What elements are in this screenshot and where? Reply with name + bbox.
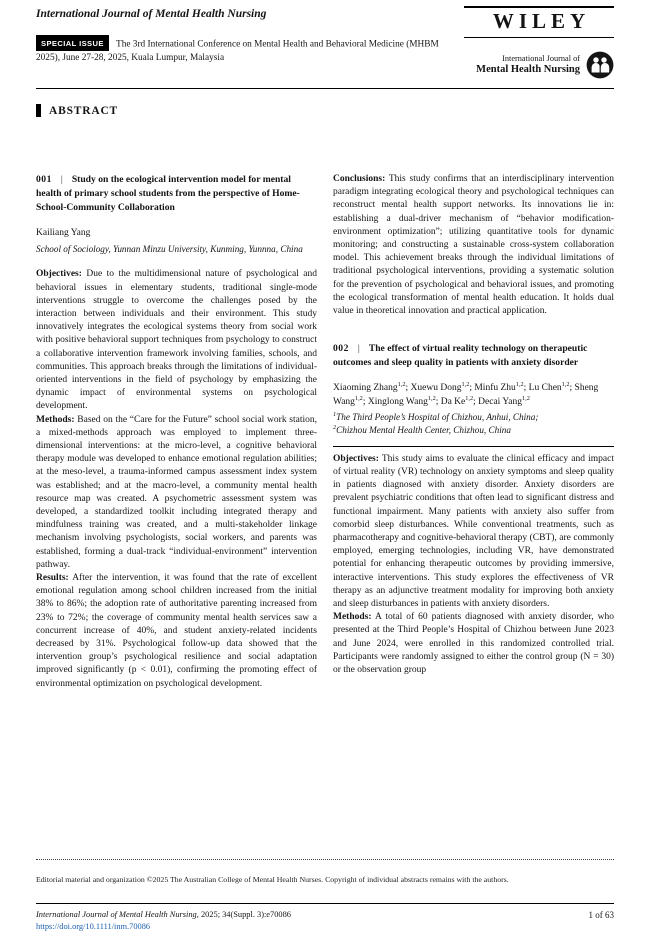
abstract-divider: [333, 446, 614, 447]
header-divider: [36, 88, 614, 89]
abstract-paragraph-objectives: [333, 453, 614, 611]
paragraph-text: Based on the “Care for the Future” school social work station, a mixed-methods approach was employed to implement three-dimensional interventions: at the micro-level, a cognitive behavioral therapy module was developed to enhance emotional regulation abilities; at the meso-level, a trauma-informed campus assessment index system was established; and at the macro-level, a community mental health resource map was created. A psychometric assessment system was developed, a standardized toolkit including integrated therapy and mindfulness training was created, and a multi-stakeholder linkage mechanism involving psychologists, social workers, and parents was established, forming a dual-track “individual-environment” intervention pathway.: [36, 414, 318, 570]
title-separator: |: [60, 174, 63, 185]
special-issue-line: [36, 35, 444, 65]
abstract-title-text: The effect of virtual reality technology on therapeutic outcomes and sleep quality in patients with anxiety disorder: [333, 343, 588, 369]
page-number: 1 of 63: [588, 910, 614, 920]
abstract-paragraph-methods: [36, 414, 317, 572]
copyright-notice: Editorial material and organization ©2025 The Australian College of Mental Health Nurses. Copyright of individual abstracts remains with the authors.: [36, 875, 509, 884]
left-column: [36, 173, 317, 691]
abstract-002-authors: Xiaoming Zhang$^{1,2}$; Xuewu Dong$^{1,2}$; Minfu Zhu$^{1,2}$; Lu Chen$^{1,2}$; Sheng Wang$^{1,2}$; Xinglong Wang$^{1,2}$; Da Ke$^{1,2}$; Decai Yang$^{1,2}$: [333, 381, 599, 407]
abstract-heading-label: ABSTRACT: [49, 104, 119, 117]
paragraph-label: Conclusions:: [333, 174, 386, 184]
abstract-001-authors: Kailiang Yang: [36, 228, 91, 238]
paragraph-text: This study aims to evaluate the clinical efficacy and impact of virtual reality (VR) technology on anxiety symptoms and sleep quality in patients diagnosed with anxiety disorder. Anxiety disorders are prevalent psychiatric conditions that often lead to significant distress and functional impairment. Many patients with anxiety also suffer from comorbid sleep disturbances. While conventional treatments, such as pharmacotherapy and cognitive-behavioral therapy (CBT), are commonly employed, emerging technologies, including VR, have demonstrated potential for enhancing therapeutic outcomes by providing immersive, interactive interventions. This study explores the effectiveness of VR therapy as an adjunctive treatment modality for improving both anxiety and sleep disturbances in patients with anxiety disorders.: [333, 453, 614, 610]
abstract-paragraph-conclusions: [333, 173, 614, 318]
abstract-paragraph-methods: [333, 611, 614, 677]
page-footer: [36, 859, 614, 931]
paragraph-text: After the intervention, it was found that the rate of excellent emotional regulation among school children increased from the initial 38% to 86%; the adoption rate of authoritative parenting increased from 23% to 72%; the coverage of community mental health services saw a concurrent increase of 40%, and student anxiety-related incidents decreased by 31%. Psychological follow-up data showed that the intervention group’s psychological resilience and social adaptation improved significantly (p < 0.01), confirming the promoting effect of environmental optimization on psychological development.: [36, 572, 317, 689]
journal-logo-text: [476, 54, 580, 76]
abstract-001-affiliation: School of Sociology, Yunnan Minzu University, Kunming, Yunnna, China: [36, 243, 303, 254]
paragraph-text: Due to the multidimensional nature of psychological and behavioral issues in elementary students, traditional single-mode interventions struggle to overcome the challenges posed by the interaction between individuals and their environment. This study innovatively integrates the ecological systems theory from social work with positive behavioral support techniques from psychology to construct a collaborative intervention framework involving families, schools, and communities. This approach breaks through the limitations of individual-oriented interventions in the field of psychology by emphasizing the dynamic impact of environmental systems on psychological development.: [36, 269, 318, 412]
footer-row: [36, 910, 614, 931]
abstract-paragraph-objectives: [36, 268, 317, 413]
paragraph-label: Objectives:: [333, 453, 379, 464]
citation-line: [36, 910, 291, 919]
citation-block: [36, 910, 291, 931]
paragraph-text: This study confirms that an interdisciplinary intervention paradigm integrating ecological theory and psychological techniques can reconstruct mental health support networks. Its innovations lie in: establishing a dual-driver mechanism of “behavior modification-environment optimization”; utilizing quantitative tools for dynamic monitoring; and constructing a sustainable cross-system collaboration model. This achievement breaks through the individual limitations of traditional psychological interventions, providing a systematic solution for the prevention of psychological and behavioral issues, and promoting the ecological transformation of mental health education. It holds dual value in theoretical innovation and practical application.: [333, 174, 614, 317]
special-issue-text: The 3rd International Conference on Mental Health and Behavioral Medicine (MHBM 2025), June 27-28, 2025, Kuala Lumpur, Malaysia: [36, 39, 439, 63]
journal-logo: [464, 51, 614, 79]
paragraph-label: Methods:: [36, 414, 75, 425]
journal-logo-line2: Mental Health Nursing: [476, 63, 580, 75]
masthead-journal-name: International Journal of Mental Health Nursing: [36, 8, 267, 20]
paragraph-label: Objectives:: [36, 269, 82, 280]
citation-journal-name: International Journal of Mental Health Nursing: [36, 910, 197, 919]
abstract-number: 001: [36, 174, 52, 185]
abstract-001-body: [36, 268, 317, 691]
masthead-right: [464, 6, 614, 79]
abstract-columns: [36, 173, 614, 691]
abstract-number: 002: [333, 343, 349, 355]
right-column: [333, 173, 614, 691]
citation-details: , 2025; 34(Suppl. 3):e70086: [196, 910, 291, 919]
wiley-logo: WILEY: [464, 6, 614, 38]
abstract-title-text: Study on the ecological intervention model for mental health of primary school students from the perspective of Home-School-Community Collaboration: [36, 174, 300, 213]
abstract-001-conclusions: [333, 173, 614, 318]
journal-logo-line1: International Journal of: [502, 53, 580, 63]
doi-link[interactable]: https://doi.org/10.1111/inm.70086: [36, 922, 151, 931]
paragraph-text: A total of 60 patients diagnosed with anxiety disorder, who presented at the Third People’s Hospital of Chizhou between June 2023 and June 2024, were enrolled in this randomized controlled trial. Participants were randomly assigned to either the control group (N = 30) or the observation group: [333, 612, 614, 676]
abstract-002-affiliations: $^1$The Third People’s Hospital of Chizhou, Anhui, China; $^2$Chizhou Mental Health Center, Chizhou, China: [333, 411, 539, 436]
abstract-001-title: [36, 173, 317, 215]
page-header: [36, 6, 614, 79]
special-issue-badge: SPECIAL ISSUE: [36, 35, 109, 51]
footer-divider: [36, 903, 614, 904]
dotted-divider: [36, 859, 614, 860]
abstract-002-title: [333, 342, 614, 370]
abstract-section-heading: [36, 104, 614, 117]
journal-emblem-icon: [586, 51, 614, 79]
abstract-002-body: [333, 453, 614, 677]
paragraph-label: Results:: [36, 572, 69, 583]
abstract-paragraph-results: [36, 572, 317, 691]
paragraph-label: Methods:: [333, 612, 372, 623]
title-separator: |: [357, 343, 360, 355]
masthead-left: [36, 6, 444, 65]
heading-bar: [36, 104, 41, 117]
